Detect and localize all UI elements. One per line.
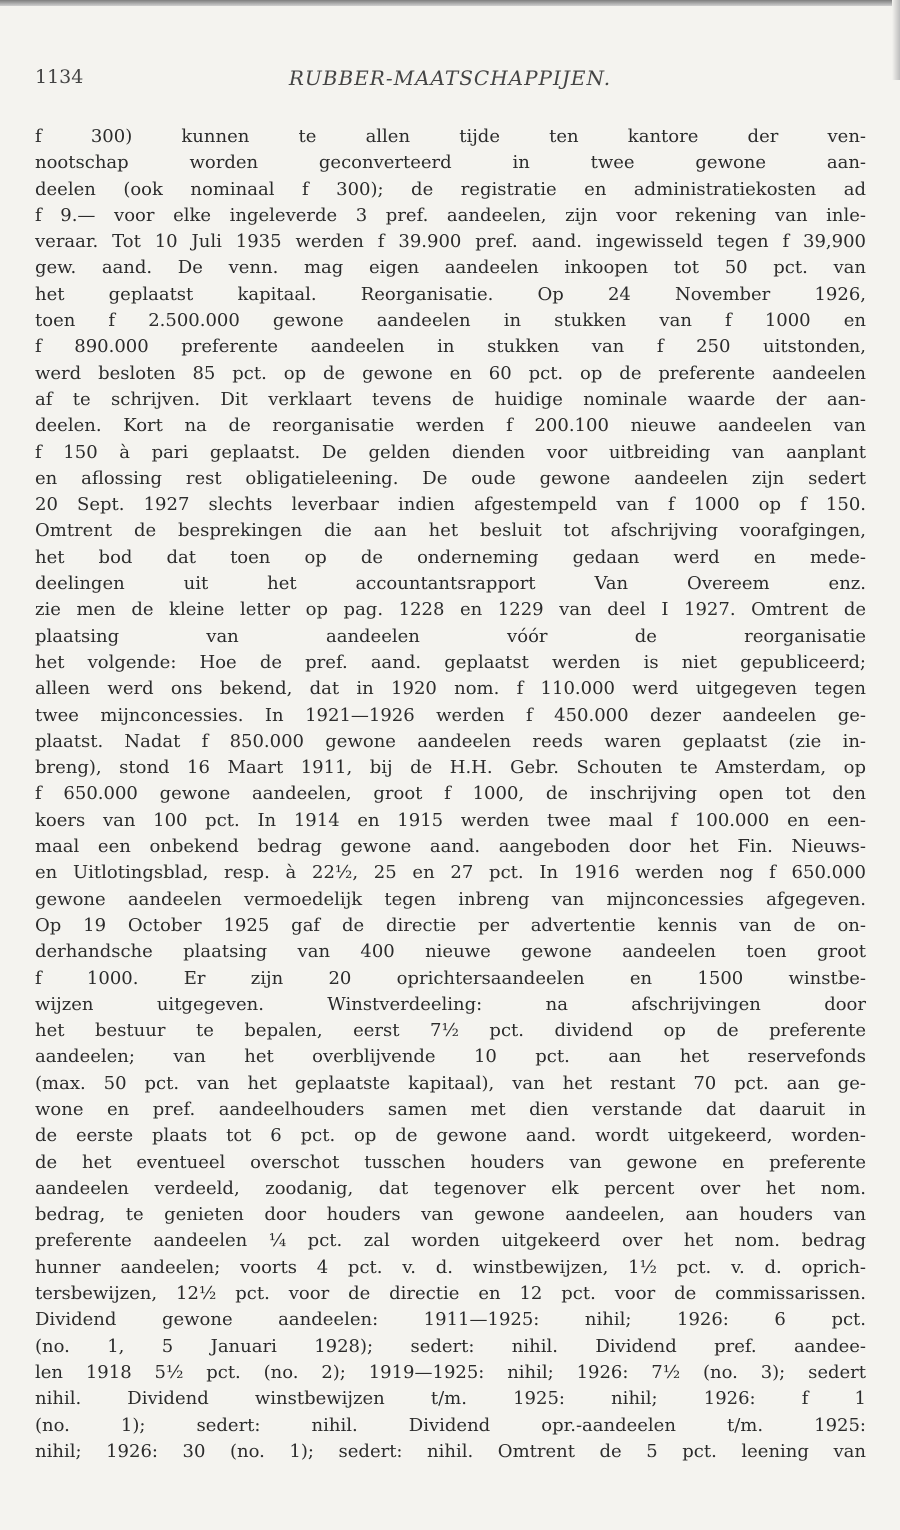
text-line: len 1918 5½ pct. (no. 2); 1919—1925: nihil; 1926: 7½ (no. 3); sedert: [35, 1361, 866, 1383]
text-line: deelen. Kort na de reorganisatie werden f 200.100 nieuwe aandeelen van: [35, 415, 866, 437]
text-line: f 1000. Er zijn 20 oprichtersaandeelen en 1500 winstbe-: [35, 967, 866, 989]
text-line: f 150 à pari geplaatst. De gelden dienden voor uitbreiding van aanplant: [35, 441, 866, 463]
text-line: het geplaatst kapitaal. Reorganisatie. Op 24 November 1926,: [35, 283, 866, 305]
scan-top-edge: [0, 0, 900, 6]
text-line: deelen (ook nominaal f 300); de registratie en administratiekosten ad: [35, 178, 866, 200]
text-line: de eerste plaats tot 6 pct. op de gewone aand. wordt uitgekeerd, worden-: [35, 1125, 866, 1147]
page-header: [35, 66, 865, 96]
scan-right-edge: [892, 0, 900, 80]
text-line: f 300) kunnen te allen tijde ten kantore der ven-: [35, 126, 866, 147]
text-line: derhandsche plaatsing van 400 nieuwe gewone aandeelen toen groot: [35, 941, 866, 963]
text-line: en Uitlotingsblad, resp. à 22½, 25 en 27 pct. In 1916 werden nog f 650.000: [35, 862, 866, 884]
text-line: (no. 1); sedert: nihil. Dividend opr.-aandeelen t/m. 1925:: [35, 1414, 866, 1436]
page-number: 1134: [35, 66, 84, 88]
text-line: gewone aandeelen vermoedelijk tegen inbreng van mijnconcessies afgegeven.: [35, 888, 866, 910]
text-line: Omtrent de besprekingen die aan het besluit tot afschrijving voorafgingen,: [35, 520, 866, 542]
text-line: tersbewijzen, 12½ pct. voor de directie en 12 pct. voor de commissarissen.: [35, 1283, 866, 1305]
text-line: gew. aand. De venn. mag eigen aandeelen inkoopen tot 50 pct. van: [35, 257, 866, 279]
text-line: f 650.000 gewone aandeelen, groot f 1000, de inschrijving open tot den: [35, 783, 866, 805]
text-line: nootschap worden geconverteerd in twee gewone aan-: [35, 152, 866, 174]
text-line: nihil; 1926: 30 (no. 1); sedert: nihil. Omtrent de 5 pct. leening van: [35, 1440, 866, 1462]
text-line: plaatsing van aandeelen vóór de reorganisatie: [35, 625, 866, 647]
body-text: [35, 124, 866, 1465]
text-line: f 890.000 preferente aandeelen in stukken van f 250 uitstonden,: [35, 336, 866, 358]
text-line: aandeelen verdeeld, zoodanig, dat tegenover elk percent over het nom.: [35, 1177, 866, 1199]
text-line: f 9.— voor elke ingeleverde 3 pref. aandeelen, zijn voor rekening van inle-: [35, 204, 866, 226]
text-line: wone en pref. aandeelhouders samen met dien verstande dat daaruit in: [35, 1098, 866, 1120]
text-line: en aflossing rest obligatieleening. De oude gewone aandeelen zijn sedert: [35, 467, 866, 489]
text-line: hunner aandeelen; voorts 4 pct. v. d. winstbewijzen, 1½ pct. v. d. oprich-: [35, 1256, 866, 1278]
text-line: alleen werd ons bekend, dat in 1920 nom. f 110.000 werd uitgegeven tegen: [35, 678, 866, 700]
text-line: preferente aandeelen ¼ pct. zal worden uitgekeerd over het nom. bedrag: [35, 1230, 866, 1252]
text-line: zie men de kleine letter op pag. 1228 en 1229 van deel I 1927. Omtrent de: [35, 599, 866, 621]
running-title: RUBBER-MAATSCHAPPIJEN.: [288, 66, 612, 90]
text-line: bedrag, te genieten door houders van gewone aandeelen, aan houders van: [35, 1204, 866, 1226]
text-line: plaatst. Nadat f 850.000 gewone aandeelen reeds waren geplaatst (zie in-: [35, 730, 866, 752]
text-line: veraar. Tot 10 Juli 1935 werden f 39.900 pref. aand. ingewisseld tegen f 39,900: [35, 231, 866, 253]
text-line: koers van 100 pct. In 1914 en 1915 werden twee maal f 100.000 en een-: [35, 809, 866, 831]
text-line: Op 19 October 1925 gaf de directie per advertentie kennis van de on-: [35, 914, 866, 936]
text-line: (no. 1, 5 Januari 1928); sedert: nihil. Dividend pref. aandee-: [35, 1335, 866, 1357]
text-line: toen f 2.500.000 gewone aandeelen in stukken van f 1000 en: [35, 310, 866, 332]
text-line: twee mijnconcessies. In 1921—1926 werden f 450.000 dezer aandeelen ge-: [35, 704, 866, 726]
text-line: werd besloten 85 pct. op de gewone en 60 pct. op de preferente aandeelen: [35, 362, 866, 384]
text-line: het bod dat toen op de onderneming gedaan werd en mede-: [35, 546, 866, 568]
text-line: deelingen uit het accountantsrapport Van Overeem enz.: [35, 573, 866, 595]
text-line: wijzen uitgegeven. Winstverdeeling: na afschrijvingen door: [35, 993, 866, 1015]
text-line: aandeelen; van het overblijvende 10 pct. aan het reservefonds: [35, 1046, 866, 1068]
text-line: (max. 50 pct. van het geplaatste kapitaal), van het restant 70 pct. aan ge-: [35, 1072, 866, 1094]
text-line: maal een onbekend bedrag gewone aand. aangeboden door het Fin. Nieuws-: [35, 836, 866, 858]
text-line: het bestuur te bepalen, eerst 7½ pct. dividend op de preferente: [35, 1020, 866, 1042]
text-line: af te schrijven. Dit verklaart tevens de huidige nominale waarde der aan-: [35, 388, 866, 410]
text-line: nihil. Dividend winstbewijzen t/m. 1925: nihil; 1926: f 1: [35, 1388, 866, 1410]
text-line: Dividend gewone aandeelen: 1911—1925: nihil; 1926: 6 pct.: [35, 1309, 866, 1331]
text-line: 20 Sept. 1927 slechts leverbaar indien afgestempeld van f 1000 op f 150.: [35, 494, 866, 516]
text-line: het volgende: Hoe de pref. aand. geplaatst werden is niet gepubliceerd;: [35, 651, 866, 673]
text-line: de het eventueel overschot tusschen houders van gewone en preferente: [35, 1151, 866, 1173]
text-line: breng), stond 16 Maart 1911, bij de H.H. Gebr. Schouten te Amsterdam, op: [35, 757, 866, 779]
